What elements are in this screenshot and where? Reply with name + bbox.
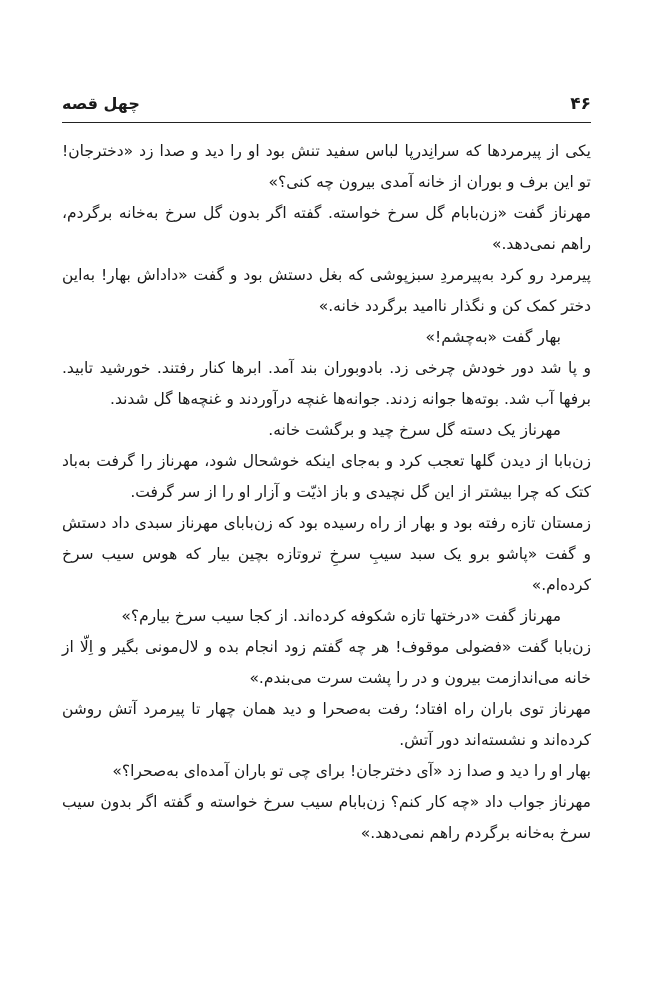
paragraph: زن‌بابا گفت «فضولی موقوف! هر چه گفتم زود انجام بده و لال‌مونی بگیر و اِلّا از خانه می‌اندازمت بیرون و در را پشت سرت می‌بندم.» (62, 638, 591, 687)
running-title: چهل قصه (62, 94, 140, 113)
paragraph: بهار گفت «به‌چشم!» (425, 328, 561, 346)
paragraph: مهرناز جواب داد «چه کار کنم؟ زن‌بابام سیب سرخ خواسته و گفته اگر بدون سیب سرخ به‌خانه برگردم راهم نمی‌دهد.» (62, 793, 591, 842)
page-number: ۴۶ (570, 94, 591, 114)
paragraph: مهرناز گفت «درختها تازه شکوفه کرده‌اند. از کجا سیب سرخ بیارم؟» (121, 607, 561, 625)
paragraph: زمستان تازه رفته بود و بهار از راه رسیده بود که زن‌بابای مهرناز سبدی داد دستش و گفت «پاشو برو یک سبد سیبِ سرخِ تروتازه بچین بیار که هوس سیب سرخ کرده‌ام.» (62, 514, 591, 594)
body-text (62, 136, 591, 849)
paragraph: مهرناز گفت «زن‌بابام گل سرخ خواسته. گفته اگر بدون گل سرخ به‌خانه برگردم، راهم نمی‌دهد.» (62, 204, 591, 253)
paragraph: زن‌بابا از دیدن گلها تعجب کرد و به‌جای اینکه خوشحال شود، مهرناز را گرفت به‌باد کتک که چرا بیشتر از این گل نچیدی و باز اذیّت و آزار او را از سر گرفت. (62, 452, 591, 501)
paragraph: مهرناز یک دسته گل سرخ چید و برگشت خانه. (268, 421, 561, 439)
paragraph: و پا شد دور خودش چرخی زد. بادوبوران بند آمد. ابرها کنار رفتند. خورشید تابید. برفها آب شد. بوته‌ها جوانه زدند. جوانه‌ها غنچه درآوردند و غنچه‌ها گل شدند. (62, 359, 591, 408)
paragraph: بهار او را دید و صدا زد «آی دخترجان! برای چی تو باران آمده‌ای به‌صحرا؟» (112, 762, 591, 780)
page-header (62, 92, 591, 123)
paragraph: مهرناز توی باران راه افتاد؛ رفت به‌صحرا و دید همان چهار تا پیرمرد آتش روشن کرده‌اند و نشسته‌اند دور آتش. (62, 700, 591, 749)
paragraph: یکی از پیرمردها که سرانِدرپا لباس سفید تنش بود او را دید و صدا زد «دخترجان! تو این برف و بوران از خانه آمدی بیرون چه کنی؟» (62, 142, 591, 191)
paragraph: پیرمرد رو کرد به‌پیرمردِ سبزپوشی که بغل دستش بود و گفت «داداش بهار! به‌این دختر کمک کن و نگذار ناامید برگردد خانه.» (62, 266, 591, 315)
